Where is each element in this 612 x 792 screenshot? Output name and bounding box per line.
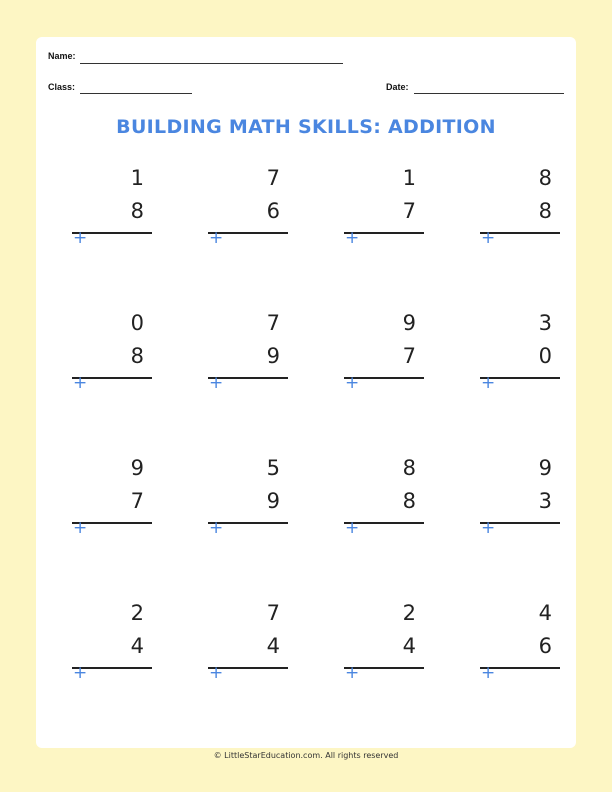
addend-top: 7 [266, 311, 280, 335]
addend-bottom: 7 [130, 489, 144, 513]
addition-problem [480, 313, 560, 413]
addend-top: 5 [266, 456, 280, 480]
addend-top: 9 [402, 311, 416, 335]
addition-problem [72, 313, 152, 413]
plus-sign: + [73, 518, 88, 538]
addition-problem [208, 603, 288, 703]
plus-sign: + [73, 663, 88, 683]
addend-bottom: 3 [538, 489, 552, 513]
plus-sign: + [209, 373, 224, 393]
addition-problem [208, 458, 288, 558]
addition-problem [480, 603, 560, 703]
name-line[interactable] [80, 63, 343, 64]
addition-problem [480, 168, 560, 268]
addition-problem [72, 603, 152, 703]
date-label: Date: [386, 82, 409, 92]
addend-bottom: 8 [538, 199, 552, 223]
plus-sign: + [209, 663, 224, 683]
addend-bottom: 7 [402, 344, 416, 368]
addition-problem [344, 313, 424, 413]
plus-sign: + [481, 663, 496, 683]
addend-top: 4 [538, 601, 552, 625]
addend-top: 8 [402, 456, 416, 480]
copyright-footer: © LittleStarEducation.com. All rights reserved [213, 751, 399, 760]
addend-top: 9 [538, 456, 552, 480]
addition-problem [72, 168, 152, 268]
addend-top: 0 [130, 311, 144, 335]
addend-bottom: 6 [538, 634, 552, 658]
plus-sign: + [73, 228, 88, 248]
addition-problem [480, 458, 560, 558]
worksheet-title: BUILDING MATH SKILLS: ADDITION [116, 116, 496, 138]
class-line[interactable] [80, 93, 192, 94]
plus-sign: + [73, 373, 88, 393]
plus-sign: + [481, 373, 496, 393]
addend-top: 2 [402, 601, 416, 625]
addition-problem [344, 603, 424, 703]
plus-sign: + [481, 518, 496, 538]
addend-top: 7 [266, 166, 280, 190]
plus-sign: + [209, 518, 224, 538]
addend-bottom: 8 [402, 489, 416, 513]
plus-sign: + [209, 228, 224, 248]
addend-top: 1 [402, 166, 416, 190]
plus-sign: + [345, 518, 360, 538]
plus-sign: + [345, 373, 360, 393]
name-label: Name: [48, 51, 76, 61]
addition-problem [208, 313, 288, 413]
addend-top: 2 [130, 601, 144, 625]
addend-bottom: 8 [130, 199, 144, 223]
addend-bottom: 6 [266, 199, 280, 223]
addend-bottom: 7 [402, 199, 416, 223]
addend-top: 1 [130, 166, 144, 190]
plus-sign: + [345, 663, 360, 683]
class-label: Class: [48, 82, 76, 92]
addend-bottom: 4 [402, 634, 416, 658]
plus-sign: + [345, 228, 360, 248]
addend-bottom: 8 [130, 344, 144, 368]
addend-top: 7 [266, 601, 280, 625]
addition-problem [344, 168, 424, 268]
addition-problem [344, 458, 424, 558]
addend-top: 3 [538, 311, 552, 335]
addition-problem [208, 168, 288, 268]
addend-bottom: 4 [266, 634, 280, 658]
addend-top: 8 [538, 166, 552, 190]
plus-sign: + [481, 228, 496, 248]
addend-top: 9 [130, 456, 144, 480]
addition-problem [72, 458, 152, 558]
addend-bottom: 9 [266, 344, 280, 368]
addend-bottom: 4 [130, 634, 144, 658]
date-line[interactable] [414, 93, 564, 94]
addend-bottom: 0 [538, 344, 552, 368]
addend-bottom: 9 [266, 489, 280, 513]
